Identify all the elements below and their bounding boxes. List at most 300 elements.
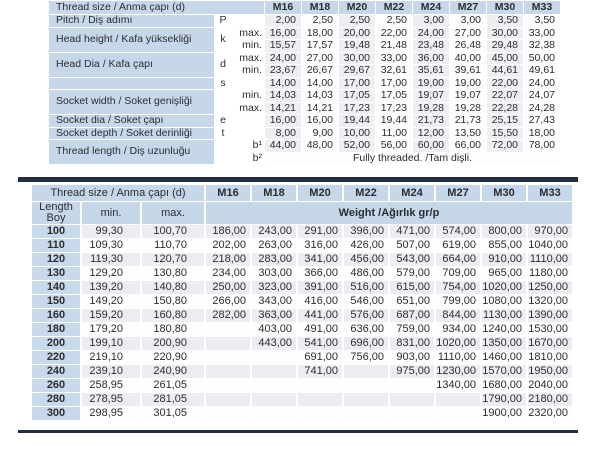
weight-value-cell: 316,00 bbox=[298, 239, 342, 252]
min-length-cell: 219,10 bbox=[82, 351, 140, 364]
weight-value-cell bbox=[436, 407, 480, 420]
weight-value-cell: 799,00 bbox=[436, 295, 480, 308]
spec-value-cell: 56,00 bbox=[376, 140, 412, 152]
length-cell: 180 bbox=[32, 323, 80, 336]
weight-value-cell: 541,00 bbox=[298, 337, 342, 350]
spec-value-cell: 16,00 bbox=[265, 28, 301, 40]
spec-value-cell: 3,00 bbox=[450, 15, 486, 27]
max-length-cell: 240,90 bbox=[142, 365, 204, 378]
weight-value-cell: 443,00 bbox=[252, 337, 296, 350]
table-separator-bar bbox=[18, 177, 578, 182]
spec-row-symbol: k bbox=[215, 28, 231, 52]
length-header-line2: Boy bbox=[46, 212, 66, 224]
weight-value-cell: 243,00 bbox=[252, 225, 296, 238]
spec-row-label: Thread length / Diş uzunluğu bbox=[49, 140, 214, 164]
spec-row-sublabel: max. bbox=[232, 28, 264, 40]
spec-row-label: Pitch / Diş adımı bbox=[49, 15, 214, 27]
spec-row bbox=[49, 53, 560, 65]
weight-table-row bbox=[32, 295, 572, 308]
spec-value-cell: 21,73 bbox=[450, 115, 486, 127]
spec-value-cell: 24,00 bbox=[265, 53, 301, 65]
length-cell: 200 bbox=[32, 337, 80, 350]
weight-value-cell: 283,00 bbox=[252, 253, 296, 266]
weight-value-cell: 759,00 bbox=[390, 323, 434, 336]
spec-value-cell: 12,00 bbox=[413, 128, 449, 140]
spec-row-label: Socket width / Soket genişliği bbox=[49, 90, 214, 114]
weight-value-cell: 426,00 bbox=[344, 239, 388, 252]
weight-table-row bbox=[32, 267, 572, 280]
weight-table-row bbox=[32, 379, 572, 392]
spec-size-header-m22: M22 bbox=[376, 1, 412, 14]
spec-table-body bbox=[49, 1, 560, 164]
spec-row-sublabel: b² bbox=[232, 153, 264, 165]
max-length-cell: 130,80 bbox=[142, 267, 204, 280]
spec-value-cell: 9,00 bbox=[302, 128, 338, 140]
spec-value-cell: 17,57 bbox=[302, 40, 338, 52]
spec-value-cell: 3,00 bbox=[413, 15, 449, 27]
min-length-cell: 278,95 bbox=[82, 393, 140, 406]
length-cell: 130 bbox=[32, 267, 80, 280]
weight-value-cell: 456,00 bbox=[344, 253, 388, 266]
spec-value-cell: 17,23 bbox=[376, 103, 412, 115]
spec-value-cell: 22,28 bbox=[487, 103, 523, 115]
spec-row-sublabel: min. bbox=[232, 65, 264, 77]
spec-row-symbol: P bbox=[215, 15, 231, 27]
weight-value-cell: 343,00 bbox=[252, 295, 296, 308]
weight-value-cell bbox=[252, 351, 296, 364]
weight-value-cell: 486,00 bbox=[344, 267, 388, 280]
weight-value-cell: 234,00 bbox=[206, 267, 250, 280]
weight-value-cell bbox=[344, 407, 388, 420]
weight-value-cell bbox=[298, 407, 342, 420]
max-length-cell: 140,80 bbox=[142, 281, 204, 294]
weight-table bbox=[30, 184, 574, 421]
spec-value-cell: 24,00 bbox=[524, 78, 560, 90]
weight-value-cell: 186,00 bbox=[206, 225, 250, 238]
weight-value-cell: 1080,00 bbox=[482, 295, 526, 308]
weight-value-cell: 363,00 bbox=[252, 309, 296, 322]
spec-row-symbol: e bbox=[215, 115, 231, 127]
spec-row bbox=[49, 115, 560, 127]
weight-value-cell: 1130,00 bbox=[482, 309, 526, 322]
weight-table-row bbox=[32, 365, 572, 378]
max-length-cell: 160,80 bbox=[142, 309, 204, 322]
spec-value-cell: 15,57 bbox=[265, 40, 301, 52]
weight-value-cell: 754,00 bbox=[436, 281, 480, 294]
weight-value-cell: 323,00 bbox=[252, 281, 296, 294]
spec-value-cell: 14,00 bbox=[265, 78, 301, 90]
spec-value-cell: 14,03 bbox=[265, 90, 301, 102]
spec-value-cell: 3,50 bbox=[487, 15, 523, 27]
spec-value-cell: 36,00 bbox=[413, 53, 449, 65]
spec-value-cell: 17,00 bbox=[376, 78, 412, 90]
weight-value-cell: 1680,00 bbox=[482, 379, 526, 392]
weight-value-cell: 910,00 bbox=[482, 253, 526, 266]
weight-value-cell: 615,00 bbox=[390, 281, 434, 294]
weight-value-cell: 543,00 bbox=[390, 253, 434, 266]
spec-value-cell: 17,05 bbox=[339, 90, 375, 102]
spec-row-sublabel bbox=[232, 128, 264, 140]
spec-value-cell: 33,00 bbox=[524, 28, 560, 40]
weight-value-cell: 441,00 bbox=[298, 309, 342, 322]
weight-table-row bbox=[32, 225, 572, 238]
spec-value-cell: 16,00 bbox=[302, 115, 338, 127]
spec-header-label: Thread size / Anma çapı (d) bbox=[49, 1, 264, 14]
spec-row bbox=[49, 78, 560, 90]
spec-value-cell: 25,15 bbox=[487, 115, 523, 127]
weight-value-cell bbox=[206, 407, 250, 420]
spec-value-cell: 14,21 bbox=[302, 103, 338, 115]
spec-size-header-m27: M27 bbox=[450, 1, 486, 14]
spec-value-cell: 78,00 bbox=[524, 140, 560, 152]
weight-value-cell: 687,00 bbox=[390, 309, 434, 322]
min-length-cell: 179,20 bbox=[82, 323, 140, 336]
weight-header-label: Thread size / Anma çapı (d) bbox=[32, 185, 204, 201]
weight-value-cell: 1180,00 bbox=[528, 267, 572, 280]
spec-value-cell: 48,00 bbox=[302, 140, 338, 152]
weight-value-cell bbox=[344, 393, 388, 406]
weight-value-cell: 416,00 bbox=[298, 295, 342, 308]
spec-value-cell: 13,50 bbox=[450, 128, 486, 140]
weight-table-row bbox=[32, 323, 572, 336]
weight-value-cell: 691,00 bbox=[298, 351, 342, 364]
spec-row bbox=[49, 15, 560, 27]
spec-value-cell: 19,44 bbox=[339, 115, 375, 127]
spec-row-label bbox=[49, 78, 214, 90]
weight-value-cell: 403,00 bbox=[252, 323, 296, 336]
max-length-cell: 261,05 bbox=[142, 379, 204, 392]
weight-value-cell: 2040,00 bbox=[528, 379, 572, 392]
spec-row-symbol bbox=[215, 140, 231, 164]
spec-value-cell: 24,07 bbox=[524, 90, 560, 102]
weight-value-cell: 664,00 bbox=[436, 253, 480, 266]
weight-value-cell: 491,00 bbox=[298, 323, 342, 336]
weight-table-row bbox=[32, 239, 572, 252]
max-length-cell: 180,80 bbox=[142, 323, 204, 336]
weight-size-header-m20: M20 bbox=[298, 185, 342, 201]
weight-value-cell: 970,00 bbox=[528, 225, 572, 238]
spec-value-cell: 14,03 bbox=[302, 90, 338, 102]
spec-value-cell: 27,00 bbox=[302, 53, 338, 65]
weight-value-cell: 1020,00 bbox=[482, 281, 526, 294]
spec-value-cell: 33,00 bbox=[376, 53, 412, 65]
weight-value-cell: 696,00 bbox=[344, 337, 388, 350]
spec-value-cell: 19,44 bbox=[376, 115, 412, 127]
length-cell: 110 bbox=[32, 239, 80, 252]
spec-value-cell: 50,00 bbox=[524, 53, 560, 65]
spec-row-sublabel bbox=[232, 15, 264, 27]
spec-value-cell: 66,00 bbox=[450, 140, 486, 152]
weight-value-cell: 366,00 bbox=[298, 267, 342, 280]
max-length-cell: 281,05 bbox=[142, 393, 204, 406]
weight-value-cell: 266,00 bbox=[206, 295, 250, 308]
spec-value-cell: 15,50 bbox=[487, 128, 523, 140]
weight-value-cell: 1790,00 bbox=[482, 393, 526, 406]
spec-row bbox=[49, 140, 560, 152]
spec-row-symbol: s bbox=[215, 78, 231, 90]
spec-value-cell: 49,61 bbox=[524, 65, 560, 77]
spec-row-sublabel: min. bbox=[232, 40, 264, 52]
weight-value-cell bbox=[206, 351, 250, 364]
spec-row-sublabel: max. bbox=[232, 103, 264, 115]
weight-value-cell: 1460,00 bbox=[482, 351, 526, 364]
weight-value-cell: 1040,00 bbox=[528, 239, 572, 252]
weight-value-cell: 965,00 bbox=[482, 267, 526, 280]
weight-value-cell: 1230,00 bbox=[436, 365, 480, 378]
spec-value-cell: 14,21 bbox=[265, 103, 301, 115]
weight-value-cell: 282,00 bbox=[206, 309, 250, 322]
length-cell: 240 bbox=[32, 365, 80, 378]
spec-value-cell: 26,67 bbox=[302, 65, 338, 77]
weight-value-cell bbox=[252, 379, 296, 392]
spec-value-cell: 72,00 bbox=[487, 140, 523, 152]
weight-value-cell: 831,00 bbox=[390, 337, 434, 350]
spec-value-cell: 24,00 bbox=[413, 28, 449, 40]
spec-row-symbol: t bbox=[215, 128, 231, 140]
length-header-line1: Length bbox=[39, 201, 73, 213]
spec-size-header-m20: M20 bbox=[339, 1, 375, 14]
spec-size-header-m24: M24 bbox=[413, 1, 449, 14]
weight-header-row bbox=[32, 185, 572, 201]
weight-value-cell bbox=[252, 407, 296, 420]
weight-value-cell: 218,00 bbox=[206, 253, 250, 266]
min-length-cell: 199,10 bbox=[82, 337, 140, 350]
weight-value-cell: 975,00 bbox=[390, 365, 434, 378]
spec-value-cell: 2,50 bbox=[302, 15, 338, 27]
length-cell: 280 bbox=[32, 393, 80, 406]
length-cell: 220 bbox=[32, 351, 80, 364]
weight-value-cell: 471,00 bbox=[390, 225, 434, 238]
spec-value-cell: 23,48 bbox=[413, 40, 449, 52]
spec-header-row bbox=[49, 1, 560, 14]
spec-value-cell: 30,00 bbox=[487, 28, 523, 40]
spec-value-cell: 18,00 bbox=[524, 128, 560, 140]
spec-value-cell: 22,07 bbox=[487, 90, 523, 102]
spec-value-cell: 11,00 bbox=[376, 128, 412, 140]
weight-size-header-m22: M22 bbox=[344, 185, 388, 201]
spec-span-note: Fully threaded. /Tam dişli. bbox=[265, 153, 560, 165]
weight-value-cell: 291,00 bbox=[298, 225, 342, 238]
spec-value-cell: 2,50 bbox=[376, 15, 412, 27]
length-cell: 140 bbox=[32, 281, 80, 294]
spec-value-cell: 19,48 bbox=[339, 40, 375, 52]
min-length-cell: 258,95 bbox=[82, 379, 140, 392]
weight-value-cell: 579,00 bbox=[390, 267, 434, 280]
spec-value-cell: 20,00 bbox=[339, 28, 375, 40]
spec-row-sublabel: b¹ bbox=[232, 140, 264, 152]
weight-size-header-m33: M33 bbox=[528, 185, 572, 201]
weight-value-cell: 1350,00 bbox=[482, 337, 526, 350]
spec-row-label: Socket dia / Soket çapı bbox=[49, 115, 214, 127]
weight-value-cell: 1110,00 bbox=[436, 351, 480, 364]
weight-value-cell bbox=[206, 379, 250, 392]
spec-value-cell: 45,00 bbox=[487, 53, 523, 65]
weight-units-header: Weight /Ağırlık gr/p bbox=[206, 202, 572, 224]
spec-table bbox=[48, 0, 561, 165]
length-cell: 160 bbox=[32, 309, 80, 322]
max-length-cell: 120,70 bbox=[142, 253, 204, 266]
weight-size-header-m18: M18 bbox=[252, 185, 296, 201]
weight-subheader-row bbox=[32, 202, 572, 224]
weight-value-cell: 507,00 bbox=[390, 239, 434, 252]
weight-value-cell: 800,00 bbox=[482, 225, 526, 238]
length-cell: 300 bbox=[32, 407, 80, 420]
weight-value-cell: 903,00 bbox=[390, 351, 434, 364]
weight-value-cell: 1110,00 bbox=[528, 253, 572, 266]
weight-value-cell: 263,00 bbox=[252, 239, 296, 252]
spec-row-sublabel bbox=[232, 115, 264, 127]
weight-value-cell: 391,00 bbox=[298, 281, 342, 294]
spec-value-cell: 27,00 bbox=[450, 28, 486, 40]
min-length-cell: 159,20 bbox=[82, 309, 140, 322]
spec-size-header-m18: M18 bbox=[302, 1, 338, 14]
weight-table-row bbox=[32, 337, 572, 350]
min-length-cell: 139,20 bbox=[82, 281, 140, 294]
weight-table-row bbox=[32, 393, 572, 406]
weight-value-cell: 202,00 bbox=[206, 239, 250, 252]
weight-value-cell bbox=[206, 337, 250, 350]
spec-value-cell: 32,38 bbox=[524, 40, 560, 52]
spec-row-sublabel: max. bbox=[232, 53, 264, 65]
spec-value-cell: 21,73 bbox=[413, 115, 449, 127]
spec-size-header-m30: M30 bbox=[487, 1, 523, 14]
weight-value-cell: 741,00 bbox=[298, 365, 342, 378]
weight-size-header-m27: M27 bbox=[436, 185, 480, 201]
weight-value-cell: 844,00 bbox=[436, 309, 480, 322]
spec-value-cell: 8,00 bbox=[265, 128, 301, 140]
spec-value-cell: 30,00 bbox=[339, 53, 375, 65]
min-length-cell: 129,20 bbox=[82, 267, 140, 280]
max-length-cell: 200,90 bbox=[142, 337, 204, 350]
spec-value-cell: 52,00 bbox=[339, 140, 375, 152]
weight-value-cell: 651,00 bbox=[390, 295, 434, 308]
spec-row-sublabel: min. bbox=[232, 90, 264, 102]
spec-value-cell: 44,61 bbox=[487, 65, 523, 77]
spec-value-cell: 16,00 bbox=[265, 115, 301, 127]
weight-value-cell: 1530,00 bbox=[528, 323, 572, 336]
spec-value-cell: 40,00 bbox=[450, 53, 486, 65]
weight-size-header-m16: M16 bbox=[206, 185, 250, 201]
max-length-cell: 110,70 bbox=[142, 239, 204, 252]
weight-value-cell: 576,00 bbox=[344, 309, 388, 322]
spec-value-cell: 22,00 bbox=[376, 28, 412, 40]
weight-value-cell: 855,00 bbox=[482, 239, 526, 252]
max-length-cell: 220,90 bbox=[142, 351, 204, 364]
spec-value-cell: 17,05 bbox=[376, 90, 412, 102]
spec-value-cell: 22,00 bbox=[487, 78, 523, 90]
spec-value-cell: 19,07 bbox=[450, 90, 486, 102]
spec-value-cell: 35,61 bbox=[413, 65, 449, 77]
spec-value-cell: 10,00 bbox=[339, 128, 375, 140]
weight-value-cell bbox=[298, 393, 342, 406]
spec-value-cell: 29,48 bbox=[487, 40, 523, 52]
weight-value-cell bbox=[298, 379, 342, 392]
weight-table-row bbox=[32, 281, 572, 294]
weight-value-cell bbox=[206, 365, 250, 378]
weight-table-row bbox=[32, 407, 572, 420]
length-cell: 150 bbox=[32, 295, 80, 308]
min-column-header: min. bbox=[82, 202, 140, 224]
weight-value-cell: 303,00 bbox=[252, 267, 296, 280]
spec-value-cell: 18,00 bbox=[302, 28, 338, 40]
weight-value-cell bbox=[390, 379, 434, 392]
weight-value-cell: 341,00 bbox=[298, 253, 342, 266]
weight-value-cell: 574,00 bbox=[436, 225, 480, 238]
weight-value-cell: 1020,00 bbox=[436, 337, 480, 350]
weight-value-cell bbox=[252, 365, 296, 378]
length-column-header bbox=[32, 202, 80, 224]
weight-value-cell: 934,00 bbox=[436, 323, 480, 336]
min-length-cell: 119,30 bbox=[82, 253, 140, 266]
weight-value-cell: 1390,00 bbox=[528, 309, 572, 322]
length-cell: 260 bbox=[32, 379, 80, 392]
weight-value-cell: 546,00 bbox=[344, 295, 388, 308]
spec-value-cell: 19,07 bbox=[413, 90, 449, 102]
spec-value-cell: 2,00 bbox=[265, 15, 301, 27]
spec-value-cell: 60,00 bbox=[413, 140, 449, 152]
weight-value-cell bbox=[344, 365, 388, 378]
weight-value-cell bbox=[344, 379, 388, 392]
weight-value-cell: 2320,00 bbox=[528, 407, 572, 420]
weight-value-cell: 2180,00 bbox=[528, 393, 572, 406]
spec-value-cell: 21,48 bbox=[376, 40, 412, 52]
weight-value-cell bbox=[390, 393, 434, 406]
spec-row bbox=[49, 90, 560, 102]
weight-value-cell: 709,00 bbox=[436, 267, 480, 280]
weight-value-cell: 1950,00 bbox=[528, 365, 572, 378]
length-cell: 120 bbox=[32, 253, 80, 266]
min-length-cell: 298,95 bbox=[82, 407, 140, 420]
spec-value-cell: 19,00 bbox=[413, 78, 449, 90]
spec-value-cell: 39,61 bbox=[450, 65, 486, 77]
spec-row-symbol bbox=[215, 90, 231, 114]
max-length-cell: 301,05 bbox=[142, 407, 204, 420]
spec-value-cell: 32,61 bbox=[376, 65, 412, 77]
max-length-cell: 100,70 bbox=[142, 225, 204, 238]
spec-row-sublabel bbox=[232, 78, 264, 90]
weight-value-cell: 1340,00 bbox=[436, 379, 480, 392]
spec-value-cell: 29,67 bbox=[339, 65, 375, 77]
spec-value-cell: 14,00 bbox=[302, 78, 338, 90]
length-cell: 100 bbox=[32, 225, 80, 238]
spec-value-cell: 44,00 bbox=[265, 140, 301, 152]
spec-row-label: Head Dia / Kafa çapı bbox=[49, 53, 214, 77]
weight-value-cell: 756,00 bbox=[344, 351, 388, 364]
bottom-border-bar bbox=[18, 430, 578, 433]
spec-size-header-m16: M16 bbox=[265, 1, 301, 14]
weight-table-row bbox=[32, 351, 572, 364]
weight-value-cell: 619,00 bbox=[436, 239, 480, 252]
spec-size-header-m33: M33 bbox=[524, 1, 560, 14]
spec-row-label: Head height / Kafa yüksekliği bbox=[49, 28, 214, 52]
max-column-header: max. bbox=[142, 202, 204, 224]
spec-value-cell: 27,43 bbox=[524, 115, 560, 127]
weight-value-cell: 1570,00 bbox=[482, 365, 526, 378]
min-length-cell: 149,20 bbox=[82, 295, 140, 308]
weight-value-cell: 1320,00 bbox=[528, 295, 572, 308]
max-length-cell: 150,80 bbox=[142, 295, 204, 308]
weight-value-cell bbox=[252, 393, 296, 406]
spec-row-symbol: d bbox=[215, 53, 231, 77]
min-length-cell: 109,30 bbox=[82, 239, 140, 252]
weight-size-header-m24: M24 bbox=[390, 185, 434, 201]
weight-value-cell: 1240,00 bbox=[482, 323, 526, 336]
weight-table-body bbox=[32, 185, 572, 420]
spec-value-cell: 17,23 bbox=[339, 103, 375, 115]
spec-value-cell: 23,67 bbox=[265, 65, 301, 77]
spec-value-cell: 3,50 bbox=[524, 15, 560, 27]
spec-row-label: Socket depth / Soket derinliği bbox=[49, 128, 214, 140]
